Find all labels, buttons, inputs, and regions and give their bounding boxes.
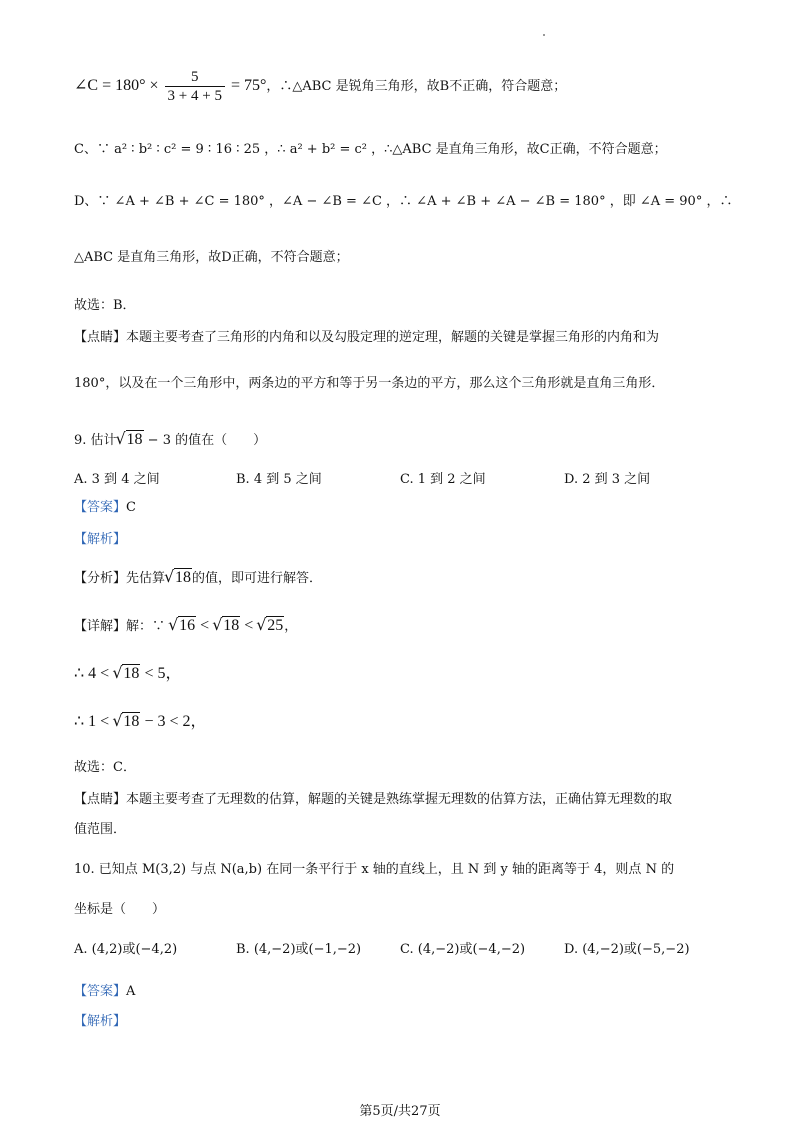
radicand: 18	[223, 617, 240, 634]
q10-analysis-tag: 【解析】	[74, 1014, 127, 1029]
radicand: 25	[267, 617, 284, 634]
frac-numerator: 5	[165, 68, 225, 87]
sqrt-18	[117, 430, 144, 450]
q9-option-b: B. 4 到 5 之间	[236, 472, 322, 487]
q10-option-d: D. (4,−2)或(−5,−2)	[564, 942, 690, 957]
q10-answer	[74, 982, 135, 1002]
q9-detail: 【详解】解：∵ √ 16 < √ 18 < √ 25，	[74, 616, 297, 637]
answer-tag: 【答案】	[74, 500, 127, 515]
review-text: 本题主要考查了三角形的内角和以及勾股定理的逆定理，解题的关键是掌握三角形的内角和为	[126, 330, 660, 345]
radicand: 16	[179, 617, 196, 634]
q9-option-c: C. 1 到 2 之间	[400, 472, 486, 487]
radicand: 18	[123, 713, 140, 730]
q9-stem	[74, 430, 266, 451]
q9-stem-prefix: 9. 估计	[74, 433, 117, 448]
review-tag: 【点睛】	[74, 792, 127, 807]
sqrt-18	[113, 664, 140, 684]
q9-choice: 故选：C．	[74, 760, 136, 775]
sqrt-18	[213, 616, 240, 636]
detail-a: 解：∵	[126, 619, 166, 634]
step1-b: < 5，	[144, 665, 182, 682]
angle-c-fraction	[165, 68, 225, 105]
step2-b: − 3 < 2，	[144, 713, 207, 730]
angle-c-expr: ∠C = 180° ×	[74, 77, 163, 94]
angle-c-line	[74, 66, 566, 106]
q10-stem-cont: 坐标是（ ）	[74, 902, 166, 917]
fenxi-b: 的值，即可进行解答．	[192, 571, 323, 586]
answer-value: A	[126, 984, 136, 999]
answer-value: C	[126, 500, 136, 515]
sqrt-18	[113, 712, 140, 732]
speck-mark	[543, 34, 545, 36]
q9-option-a: A. 3 到 4 之间	[74, 472, 160, 487]
review-text: 本题主要考查了无理数的估算，解题的关键是熟练掌握无理数的估算方法，正确估算无理数的取	[126, 792, 673, 807]
angle-c-result: = 75°	[226, 77, 267, 94]
q8-review-cont: 180°，以及在一个三角形中，两条边的平方和等于另一条边的平方，那么这个三角形就是直角三角形．	[74, 376, 665, 391]
q9-fenxi	[74, 568, 322, 589]
option-d-explain-cont: △ABC 是直角三角形，故D正确，不符合题意；	[74, 250, 349, 265]
angle-c-conclusion: ，∴△ABC 是锐角三角形，故B不正确，符合题意；	[266, 79, 567, 94]
sqrt-18	[165, 568, 192, 588]
q9-step2	[74, 712, 207, 733]
q9-option-d: D. 2 到 3 之间	[564, 472, 651, 487]
detail-tag: 【详解】	[74, 619, 127, 634]
q9-stem-suffix: − 3 的值在（ ）	[143, 433, 267, 448]
fenxi-a: 先估算	[126, 571, 166, 586]
q8-choice: 故选：B．	[74, 298, 136, 313]
q10-option-b: B. (4,−2)或(−1,−2)	[236, 942, 362, 957]
frac-denominator: 3 + 4 + 5	[167, 88, 222, 104]
radicand: 18	[126, 431, 143, 448]
q9-step1	[74, 664, 182, 685]
answer-tag: 【答案】	[74, 984, 127, 999]
review-tag: 【点睛】	[74, 330, 127, 345]
q10-option-c: C. (4,−2)或(−4,−2)	[400, 942, 526, 957]
option-d-explain: D、∵ ∠A + ∠B + ∠C = 180° ，∠A − ∠B = ∠C ，∴ ∠A + ∠B + ∠A − ∠B = 180° ，即 ∠A = 90° ，∴	[74, 194, 733, 209]
q9-review-cont: 值范围．	[74, 822, 127, 837]
step1-a: ∴ 4 <	[74, 665, 110, 682]
q10-option-a: A. (4,2)或(−4,2)	[74, 942, 178, 957]
radicand: 18	[123, 665, 140, 682]
sqrt-16	[169, 616, 196, 636]
page-footer: 第5页/共27页	[359, 1104, 441, 1119]
q9-answer	[74, 498, 136, 518]
q8-review	[74, 328, 659, 348]
q10-stem: 10. 已知点 M(3,2) 与点 N(a,b) 在同一条平行于 x 轴的直线上，且 N 到 y 轴的距离等于 4，则点 N 的	[74, 862, 675, 877]
q9-analysis-tag: 【解析】	[74, 532, 127, 547]
fenxi-tag: 【分析】	[74, 571, 127, 586]
radicand: 18	[175, 569, 192, 586]
q9-review	[74, 790, 672, 810]
option-c-explain: C、∵ a² ∶ b² ∶ c² = 9 ∶ 16 ∶ 25 ，∴ a² + b² = c² ，∴△ABC 是直角三角形，故C正确，不符合题意；	[74, 142, 667, 157]
step2-a: ∴ 1 <	[74, 713, 110, 730]
sqrt-25	[257, 616, 284, 636]
